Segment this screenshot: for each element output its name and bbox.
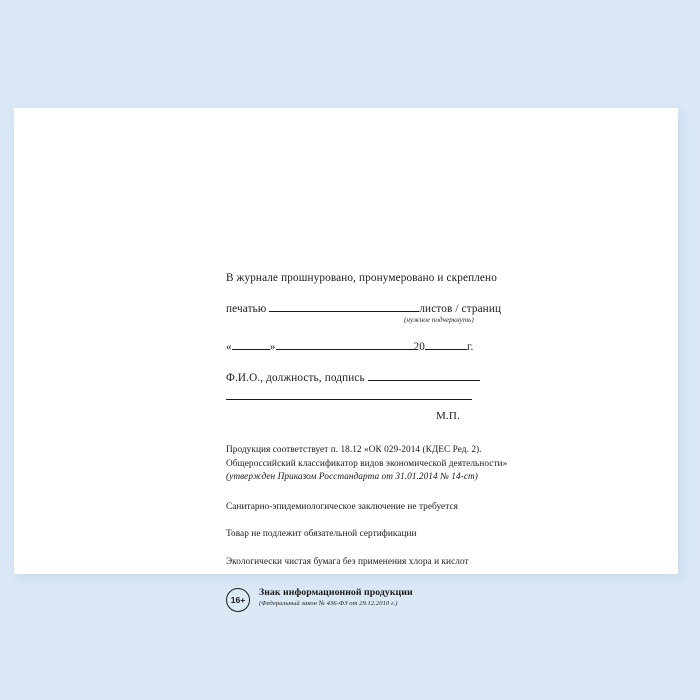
age-mark-text xyxy=(259,587,413,607)
date-close-quote: » xyxy=(269,341,276,354)
okved-line-2: Общероссийский классификатор видов экономической деятельности» xyxy=(226,458,508,469)
date-day-input[interactable] xyxy=(232,338,270,350)
journal-line-1: В журнале прошнуровано, пронумеровано и скреплено xyxy=(226,272,497,284)
signature-second-rule[interactable] xyxy=(226,399,472,400)
eco-note: Экологически чистая бумага без применения хлора и кислот xyxy=(226,556,469,567)
journal-block xyxy=(226,271,666,286)
seal-sheets-line xyxy=(226,300,666,317)
year-suffix-label: г. xyxy=(467,341,474,354)
age-mark-law: (Федеральный закон № 436-ФЗ от 29.12.2010 г.) xyxy=(259,600,398,608)
okved-line-3: (утвержден Приказом Росстандарта от 31.01.2014 № 14-ст) xyxy=(226,472,478,483)
seal-sheets-block xyxy=(226,300,666,324)
sheets-suffix-label: листов / страниц xyxy=(419,303,502,316)
signature-block xyxy=(226,369,666,422)
age-mark-title: Знак информационной продукции xyxy=(259,587,413,599)
sanitary-note: Санитарно-эпидемиологическое заключение не требуется xyxy=(226,501,458,512)
okved-block xyxy=(226,444,666,484)
okved-line-1: Продукция соответствует п. 18.12 «ОК 029-2014 (КДЕС Ред. 2). xyxy=(226,445,482,456)
sheets-note: (нужное подчеркнуть) xyxy=(404,316,474,325)
certification-note: Товар не подлежит обязательной сертификации xyxy=(226,529,417,540)
seal-prefix-label: печатью xyxy=(226,303,267,316)
signature-line xyxy=(226,369,666,386)
date-year-input[interactable] xyxy=(425,338,467,350)
date-month-input[interactable] xyxy=(276,338,414,350)
document-content xyxy=(226,271,666,612)
stamp-label: М.П. xyxy=(436,410,461,423)
date-line xyxy=(226,338,666,355)
signature-input[interactable] xyxy=(368,369,480,381)
age-rating-16-plus-icon: 16+ xyxy=(226,588,250,612)
document-paper xyxy=(14,108,678,608)
age-mark-row xyxy=(226,587,666,612)
date-block xyxy=(226,338,666,355)
date-open-quote: « xyxy=(226,341,232,354)
seal-sheets-input[interactable] xyxy=(269,300,419,312)
year-prefix-label: 20 xyxy=(413,341,425,354)
signature-label: Ф.И.О., должность, подпись xyxy=(226,372,365,385)
